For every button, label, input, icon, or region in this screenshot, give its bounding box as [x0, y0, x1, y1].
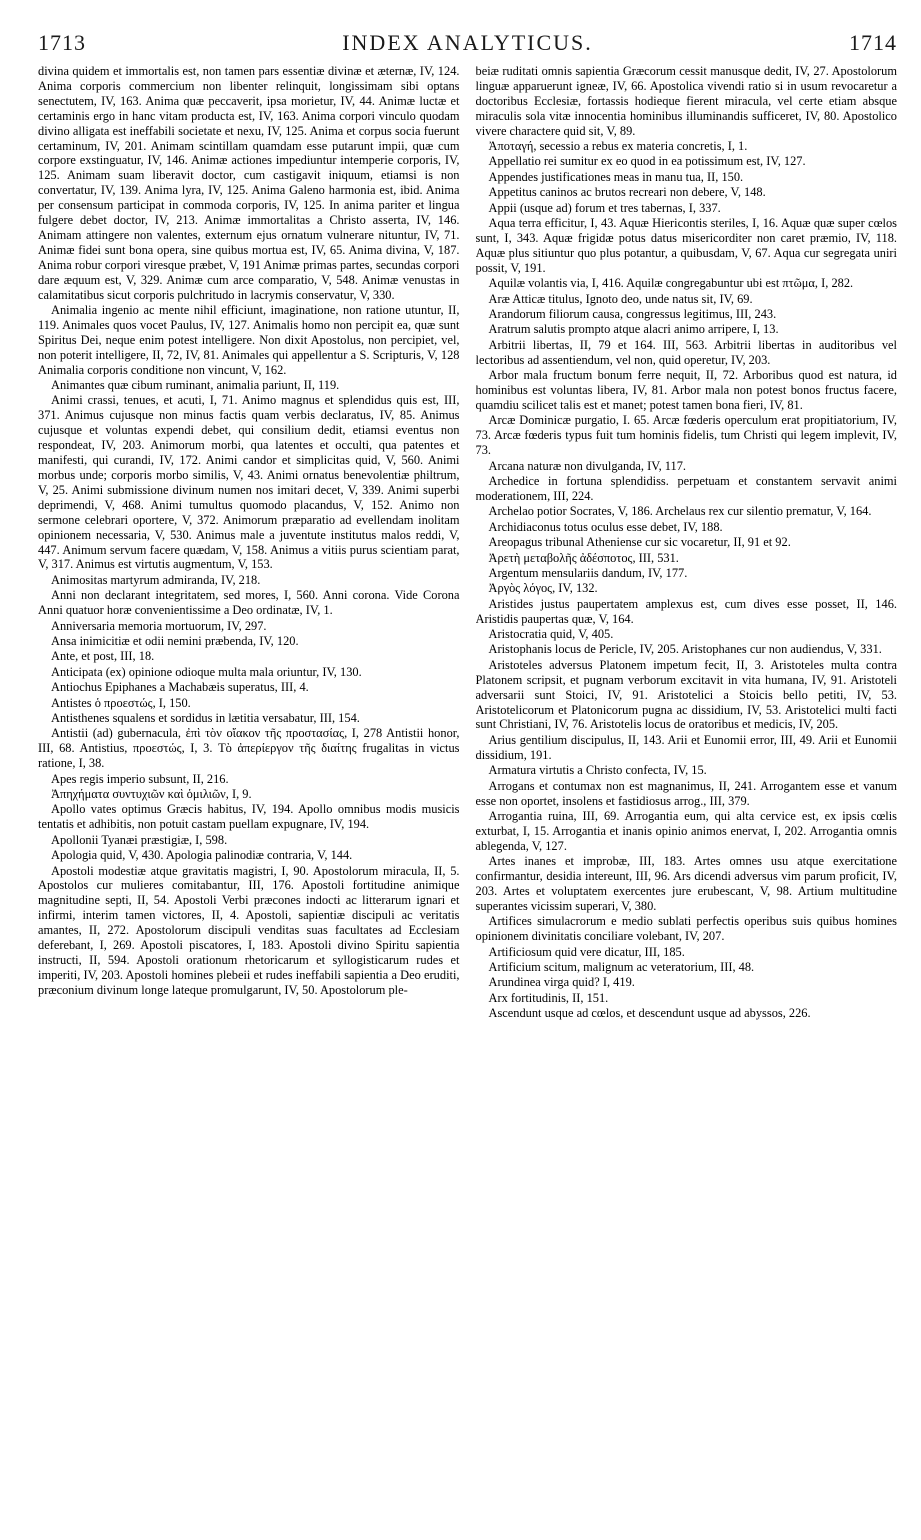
left-column	[38, 64, 460, 1528]
index-entry: Archidiaconus totus oculus esse debet, IV, 188.	[488, 519, 723, 534]
index-entry: Artificium scitum, malignum ac veteratorium, III, 48.	[488, 959, 755, 974]
index-entry: Animositas martyrum admiranda, IV, 218.	[51, 572, 261, 587]
index-entry: Appetitus caninos ac brutos recreari non debere, V, 148.	[488, 185, 766, 200]
index-entry: Aræ Atticæ titulus, Ignoto deo, unde natus sit, IV, 69.	[488, 291, 753, 306]
text-columns	[38, 64, 897, 1528]
index-entry: Armatura virtutis a Christo confecta, IV, 15.	[488, 763, 707, 778]
index-entry: Arcæ Dominicæ purgatio, I. 65. Arcæ fœderis operculum erat propitiatorium, IV, 73. Arcæ fœderis typus fuit tum hominis fidelis, tum Christi qui legem implevit, IV, 73.	[475, 413, 897, 458]
index-entry: Apologia quid, V, 430. Apologia palinodiæ contraria, V, 144.	[51, 848, 353, 863]
index-entry: Animantes quæ cibum ruminant, animalia pariunt, II, 119.	[51, 378, 340, 393]
index-entry: Arrogantia ruina, III, 69. Arrogantia eum, qui alta cervice est, ex ipsis cœlis exturbat, I, 15. Arrogantia et inanis opinio animos enervat, I, 202. Arrogantia omnis ablegenda, V, 127.	[475, 808, 897, 853]
index-entry: Aristoteles adversus Platonem impetum fecit, II, 3. Aristoteles multa contra Platonem scripsit, et pugnam verborum excitavit in vita humana, IV, 91. Aristoteli adversarii sunt Stoici, IV, 91. Aristotelici a Stoicis bello petiti, IV, 53. Aristotelicorum et Platonicorum pugna ac dissidium, IV, 53. Aristotelici multi facti sunt Christiani, IV, 76. Aristotelis locus de oratoribus et medicis, IV, 205.	[475, 657, 897, 732]
index-entry: Arbor mala fructum bonum ferre nequit, II, 72. Arboribus quod est natura, id hominibus est voluntas libera, IV, 81. Arbor mala non potest bonos fructus facere, quamdiu scilicet talis est et manet; potest tamen bona fieri, IV, 81.	[475, 368, 897, 412]
running-title: INDEX ANALYTICUS.	[342, 30, 593, 55]
index-entry: Aratrum salutis prompto atque alacri animo arripere, I, 13.	[488, 322, 779, 337]
index-entry: Aquilæ volantis via, I, 416. Aquilæ congregabuntur ubi est πτῶμα, I, 282.	[488, 276, 854, 291]
index-entry: Anni non declarant integritatem, sed mores, I, 560. Anni corona. Vide Corona Anni quatuor horæ convenientissime a Deo ordinatæ, IV, 1.	[38, 588, 460, 618]
index-entry: Apes regis imperio subsunt, II, 216.	[51, 771, 229, 786]
index-entry: beiæ ruditati omnis sapientia Græcorum cessit manusque dedit, IV, 27. Apostolorum linguæ apparuerunt igneæ, IV, 66. Apostolica vivendi ratio si in usum revocaretur a doctoribus Ecclesiæ, fortassis hodieque fierent miracula, vel certe etiam absque miraculis sola vitæ innocentia hominibus illuminandis sufficeret, IV, 80. Apostolico vivere charactere quid sit, V, 89.	[475, 64, 897, 138]
index-entry: Anniversaria memoria mortuorum, IV, 297.	[51, 618, 267, 633]
index-entry: Ἀρετὴ μεταβολῆς ἀδέσποτος, III, 531.	[488, 550, 679, 565]
index-entry: Animi crassi, tenues, et acuti, I, 71. Animo magnus et splendidus quis est, III, 371. Animus cujusque non minus factis quam verbis declaratus, IV, 85. Animus cujusque et voluntas expendi debet, qui consilium dedit, etiamsi eventus non respondeat, IV, 203. Animorum morbi, qua latentes et occulti, qua patentes et manifesti, qui curandi, IV, 172. Animi candor et simplicitas quid, V, 560. Animi morbus unde; corporis morbo similis, V, 43. Animi ornatus benevolentiæ philtrum, V, 25. Animi submissione divinum numen nos imitari decet, V, 339. Animi superbi deprimendi, V, 468. Animi tumultus quomodo placandus, V, 152. Animo non sermone celebrari oportere, V, 372. Animorum præparatio ad evellendam inolitam opinionem necessaria, V, 530. Animus male a juventute institutus malos reddi, V, 447. Animum servum facere quædam, V, 158. Animus a vitiis purus scientiam parat, V, 317. Animus est virtutis augmentum, V, 153.	[38, 393, 460, 572]
index-entry: Artificiosum quid vere dicatur, III, 185.	[488, 944, 685, 959]
index-entry: Ante, et post, III, 18.	[51, 649, 155, 664]
index-entry: Antistes ὁ προεστώς, I, 150.	[51, 695, 191, 710]
index-entry: Arundinea virga quid? I, 419.	[488, 975, 635, 990]
index-entry: Arbitrii libertas, II, 79 et 164. III, 563. Arbitrii libertas in auditoribus vel lectoribus ad assentiendum, vel non, quid operetur, IV, 203.	[475, 337, 897, 367]
index-entry: Arx fortitudinis, II, 151.	[488, 990, 609, 1005]
index-entry: Antiochus Epiphanes a Machabæis superatus, III, 4.	[51, 680, 309, 695]
page-number-right: 1714	[849, 30, 897, 55]
index-entry: Arius gentilium discipulus, II, 143. Arii et Eunomii error, III, 49. Arii et Eunomii dissidium, 191.	[475, 732, 897, 762]
index-entry: Appendes justificationes meas in manu tua, II, 150.	[488, 169, 744, 184]
index-entry: Artifices simulacrorum e medio sublati perfectis operibus suis quibus homines opinionem divinitatis conciliare volebant, IV, 207.	[475, 914, 897, 944]
index-entry: Apostoli modestiæ atque gravitatis magistri, I, 90. Apostolorum miracula, II, 5. Apostolos cur mulieres comitabantur, III, 176. Apostoli fortitudine animique magnitudine septi, II, 54. Apostoli Verbi præcones indocti ac litterarum ignari et infirmi, interim tamen victores, II, 4. Apostoli, sapientiæ discipuli ac veritatis amantes, II, 272. Apostolorum discipuli venditas suas facultates ad Ecclesiam deferebant, I, 269. Apostoli piscatores, I, 183. Apostoli divino Spiritu sapientia instructi, II, 594. Apostoli orationum rhetoricarum et syllogisticarum rudes et imperiti, IV, 203. Apostoli homines plebeii et rudes ineffabili sapientia a Deo eruditi, præconium divinum longe lateque promulgarunt, IV, 50. Apostolorum ple-	[38, 863, 460, 997]
index-entry: Anticipata (ex) opinione odioque multa mala oriuntur, IV, 130.	[51, 664, 362, 679]
index-entry: Arandorum filiorum causa, congressus legitimus, III, 243.	[488, 307, 777, 321]
index-entry: Arcana naturæ non divulganda, IV, 117.	[488, 458, 687, 473]
index-entry: Antistii (ad) gubernacula, ἐπὶ τὸν οἴακον τῆς προστασίας, I, 278 Antistii honor, III, 68. Antistius, προεστώς, I, 3. Τὸ ἀπερίεργον τῆς διαίτης frugalitas in victus ratione, I, 38.	[38, 726, 460, 771]
index-entry: Ἀπηχήματα συντυχιῶν καὶ ὁμιλιῶν, I, 9.	[51, 787, 252, 801]
index-entry: Archelao potior Socrates, V, 186. Archelaus rex cur silentio prematur, V, 164.	[488, 504, 872, 519]
index-entry: Ἀποταγή, secessio a rebus ex materia concretis, I, 1.	[488, 139, 748, 154]
index-entry: Aqua terra efficitur, I, 43. Aquæ Hiericontis steriles, I, 16. Aquæ quæ super cœlos sunt, I, 343. Aquæ frigidæ potus datus misericorditer non caret præmio, IV, 118. Aquæ plus sitiuntur quo plus potantur, a quibusdam, V, 67. Aqua cur segregata uniri possit, V, 191.	[475, 216, 897, 275]
index-entry: Animalia ingenio ac mente nihil efficiunt, imaginatione, non ratione utuntur, II, 119. Animales quos vocet Paulus, IV, 127. Animalis homo non percipit ea, quæ sunt Spiritus Dei, neque enim potest intelligere. Non dixit Apostolus, non percipiet, vel, non poterit intelligere, II, 72, IV, 81. Animales qui appellentur a S. Scripturis, V, 128 Animalia corporis conditione non vincunt, V, 162.	[38, 303, 460, 377]
page-number-left: 1713	[38, 30, 86, 55]
index-entry: Ansa inimicitiæ et odii nemini præbenda, IV, 120.	[51, 633, 299, 648]
index-entry: Appii (usque ad) forum et tres tabernas, I, 337.	[488, 200, 721, 215]
page-header	[38, 30, 897, 60]
index-entry: Areopagus tribunal Atheniense cur sic vocaretur, II, 91 et 92.	[488, 535, 791, 550]
index-entry: Aristophanis locus de Pericle, IV, 205. Aristophanes cur non audiendus, V, 331.	[488, 642, 882, 657]
index-entry: Aristocratia quid, V, 405.	[488, 627, 614, 642]
index-entry: Appellatio rei sumitur ex eo quod in ea potissimum est, IV, 127.	[488, 154, 806, 169]
index-entry: Argentum mensulariis dandum, IV, 177.	[488, 565, 688, 580]
index-entry: Antisthenes squalens et sordidus in lætitia versabatur, III, 154.	[51, 710, 360, 725]
index-entry: Ἀργὸς λόγος, IV, 132.	[488, 581, 598, 596]
index-entry: Archedice in fortuna splendidiss. perpetuam et constantem servavit animi moderationem, III, 224.	[475, 473, 897, 503]
index-entry: Apollo vates optimus Græcis habitus, IV, 194. Apollo omnibus modis musicis tentatis et adhibitis, non potuit castam puellam expugnare, IV, 194.	[38, 802, 460, 832]
index-entry: Artes inanes et improbæ, III, 183. Artes omnes usu atque exercitatione confirmantur, desidia intereunt, III, 96. Ars dicendi adversus vim parum proficit, IV, 203. Artes et voluptatem exercentes jure erubescant, V, 98. Artium multitudine superantes vicissim superari, V, 380.	[475, 854, 897, 913]
index-entry: Apollonii Tyanæi præstigiæ, I, 598.	[51, 832, 228, 847]
index-entry: Ascendunt usque ad cœlos, et descendunt usque ad abyssos, 226.	[488, 1006, 811, 1021]
right-column	[476, 64, 898, 1528]
index-entry: divina quidem et immortalis est, non tamen pars essentiæ divinæ et æternæ, IV, 124. Anima corporis commercium non libenter relinquit, longissimam sibi optans senectutem, IV, 163. Anima quæ peccaverit, ipsa morietur, IV, 44. Animæ luctæ et certaminis ergo in hanc vitam producta est, IV, 163. Anima corpori vinculo quodam divino alligata est ineffabili societate et nexu, IV, 125. Anima et corpus socia fuerunt certaminum, IV, 201. Animam scintillam quamdam esse putarunt impii, quæ cum corpore exstinguatur, IV, 146. Animæ actiones impediuntur intemperie corporis, IV, 125. Animam suam liberavit doctor, cum castigavit iniquum, etiamsi is non convertatur, IV, 139. Anima lyra, IV, 125. Anima Galeno harmonia est, ibid. Anima per consensum participat in commoda corporis, IV, 125. In anima pariter et lingua fulgere debet doctor, IV, 213. Animæ immortalitas a Christo asserta, IV, 146. Animam attingere non valentes, externum ejus ornatum vulnerare nituntur, IV, 71. Animæ fidei sunt bona opera, sine quibus mortua est, IV, 65. Anima divina, V, 187. Anima robur corpori viresque præbet, V, 191 Animæ primas partes, secundas corpori dare æquum est, V, 329. Animæ cum arce comparatio, V, 548. Animæ venustas in calamitatibus sicut corporis pulchritudo in lacrymis conservatur, V, 330.	[38, 64, 460, 302]
index-entry: Arrogans et contumax non est magnanimus, II, 241. Arrogantem esse et vanum esse non oportet, insolens et fastidiosus arrog., III, 379.	[475, 778, 897, 808]
index-entry: Aristides justus paupertatem amplexus est, cum dives esse posset, II, 146. Aristidis paupertas quæ, V, 164.	[475, 596, 897, 626]
